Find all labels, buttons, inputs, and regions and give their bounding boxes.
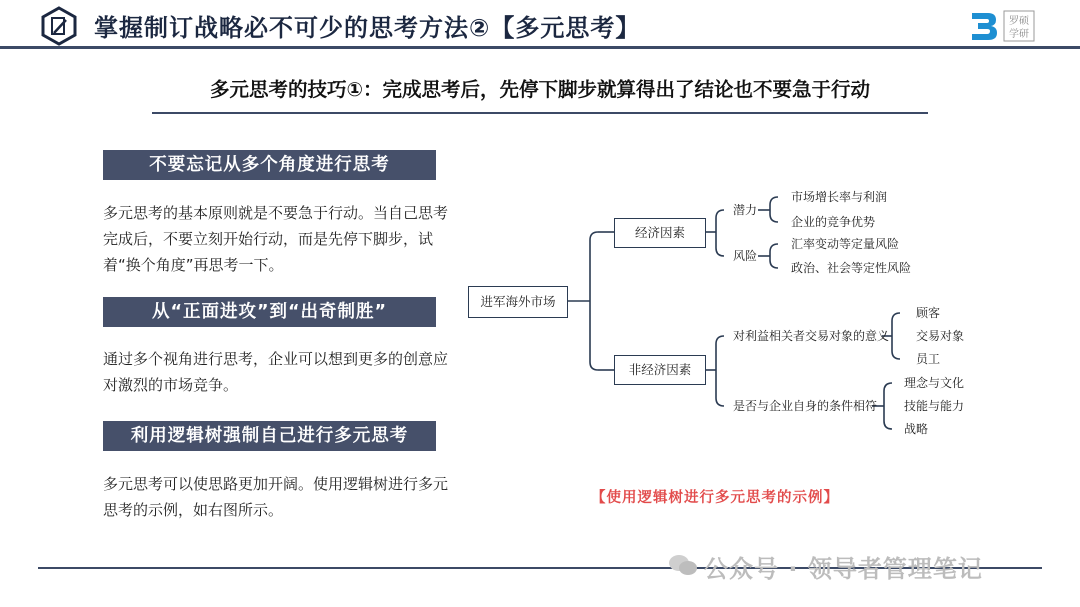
wechat-icon [668, 553, 698, 577]
tree-leaf: 市场增长率与利润 [791, 190, 888, 204]
section-heading-3: 利用逻辑树强制自己进行多元思考 [103, 421, 436, 451]
tree-leaf: 顾客 [916, 306, 941, 320]
tree-leaf: 政治、社会等定性风险 [791, 261, 912, 275]
tree-leaf: 交易对象 [916, 329, 965, 343]
tree-leaf: 战略 [904, 422, 929, 436]
svg-text:学研: 学研 [1009, 29, 1029, 40]
tree-leaf: 汇率变动等定量风险 [791, 237, 900, 251]
page-title: 掌握制订战略必不可少的思考方法②【多元思考】 [94, 14, 641, 42]
section-body-3: 多元思考可以使思路更加开阔。使用逻辑树进行多元思考的示例，如右图所示。 [103, 475, 449, 519]
section-heading-1: 不要忘记从多个角度进行思考 [103, 150, 436, 180]
svg-text:罗硕: 罗硕 [1009, 16, 1029, 27]
tree-node-noneconomic: 非经济因素 [614, 355, 706, 385]
subtitle: 多元思考的技巧①：完成思考后，先停下脚步就算得出了结论也不要急于行动 [209, 78, 870, 101]
section-body-1: 多元思考的基本原则就是不要急于行动。当自己思考完成后，不要立刻开始行动，而是先停下脚步，试着“换个角度”再思考一下。 [103, 204, 449, 274]
tree-leaf: 技能与能力 [904, 399, 965, 413]
section-heading-2: 从“正面进攻”到“出奇制胜” [103, 297, 436, 327]
tree-label-fit: 是否与企业自身的条件相符 [733, 399, 878, 413]
tree-label-risk: 风险 [733, 249, 758, 263]
tree-leaf: 企业的竞争优势 [791, 215, 876, 229]
tree-node-economic: 经济因素 [614, 218, 706, 248]
tree-label-potential: 潜力 [733, 203, 758, 217]
section-body-2: 通过多个视角进行思考，企业可以想到更多的创意应对激烈的市场竞争。 [103, 350, 449, 394]
tree-leaf: 员工 [916, 352, 941, 366]
tree-label-stakeholders: 对利益相关者交易对象的意义 [733, 329, 890, 343]
figure-caption: 【使用逻辑树进行多元思考的示例】 [591, 490, 839, 506]
tree-root-node: 进军海外市场 [468, 286, 568, 318]
tree-leaf: 理念与文化 [904, 376, 965, 390]
watermark: 公众号 · 领导者管理笔记 [704, 555, 983, 583]
